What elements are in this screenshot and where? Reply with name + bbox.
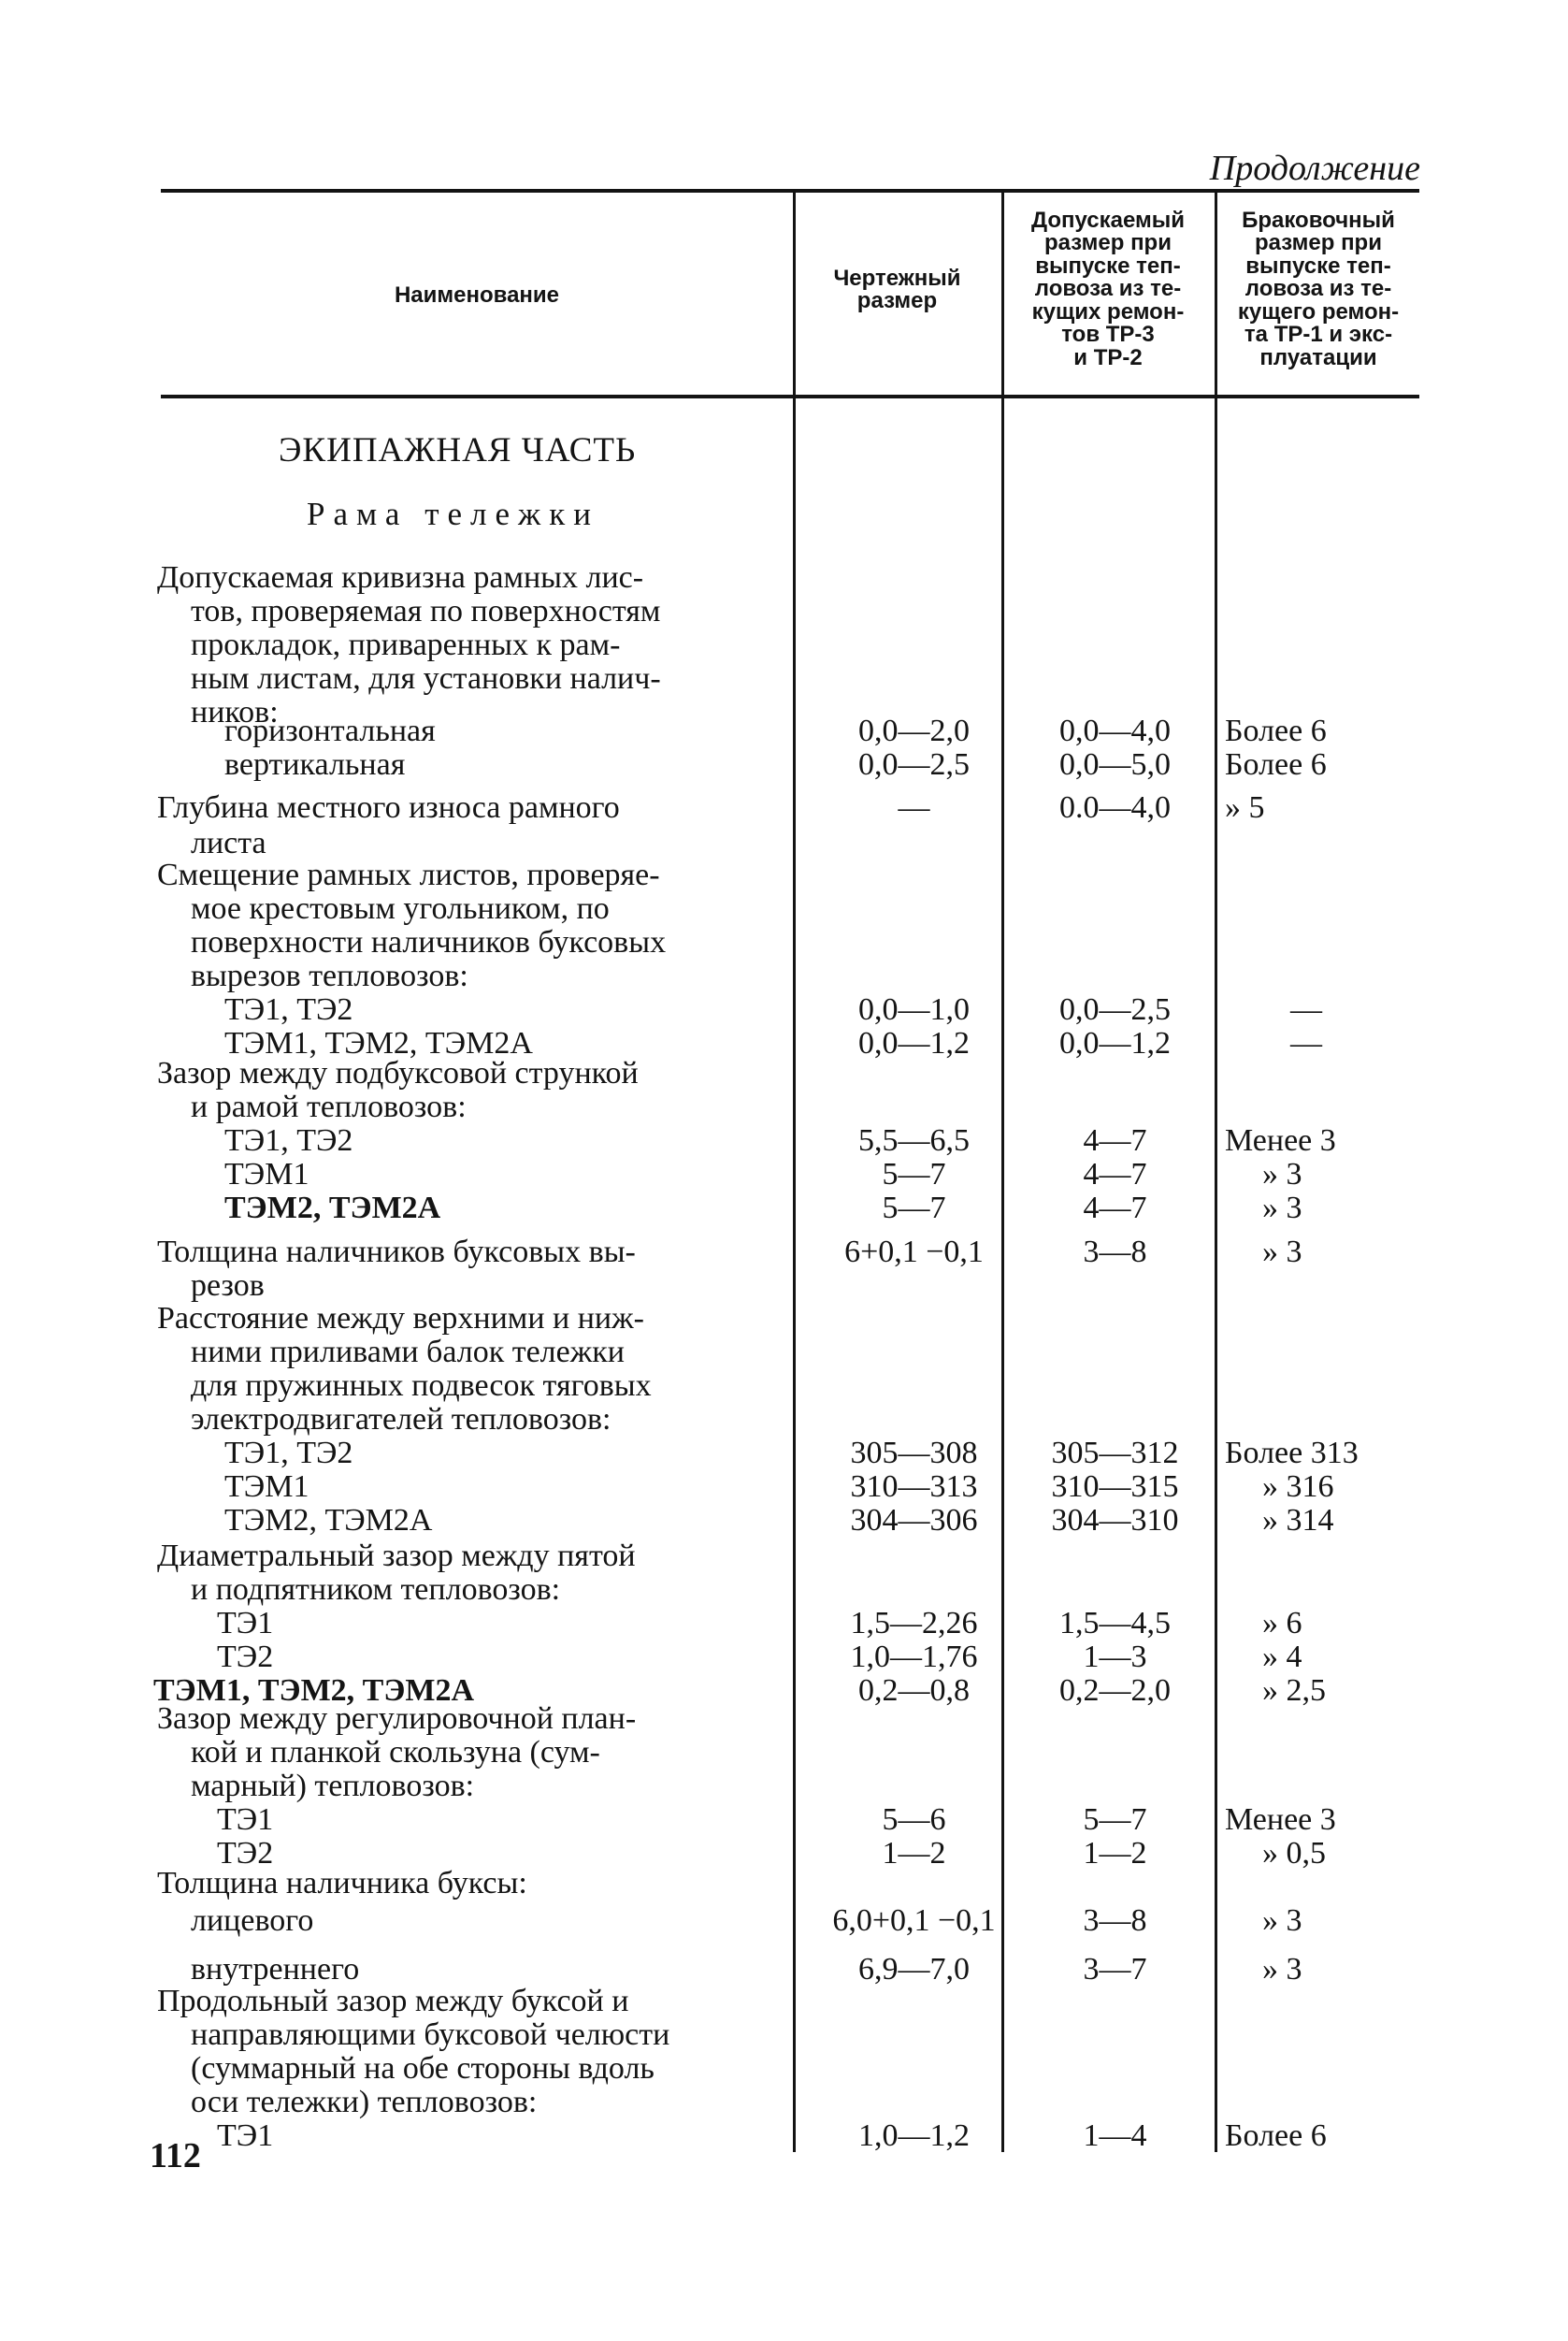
row-reject: » 3 [1262, 1157, 1302, 1192]
row-drawing: 1,5—2,26 [850, 1606, 978, 1640]
row-name: ТЭМ1, ТЭМ2, ТЭМ2А [224, 1026, 533, 1061]
header-reject [1215, 210, 1422, 369]
table-row [0, 1470, 1568, 1504]
row-reject: Более 6 [1225, 2118, 1327, 2153]
row-drawing: 5—7 [882, 1191, 946, 1225]
row-allowed: 1—2 [1083, 1836, 1147, 1871]
header-reject-line: Браковочный [1242, 208, 1395, 233]
text-line: Зазор между подбуксовой стрункой [157, 1056, 639, 1091]
table-row [0, 748, 1568, 782]
text-line: ным листам, для установки налич- [191, 661, 661, 696]
row-name: ТЭ1, ТЭ2 [224, 1436, 353, 1470]
row-reject: » 314 [1262, 1503, 1334, 1538]
row-reject: — [1290, 992, 1322, 1027]
row-name: ТЭ1 [217, 1802, 274, 1837]
table-row [0, 1607, 1568, 1640]
row-allowed: 1—4 [1083, 2118, 1147, 2153]
header-allowed-line: тов ТР-3 [1061, 322, 1155, 348]
header-rule [161, 395, 1419, 398]
row-reject: — [1290, 1026, 1322, 1061]
text-line: вырезов тепловозов: [191, 959, 468, 993]
page-number: 112 [150, 2136, 201, 2175]
text-line: кой и планкой скользуна (сум- [191, 1735, 600, 1770]
header-allowed-line: кущих ремон- [1031, 298, 1185, 325]
header-reject-line: размер при [1255, 230, 1382, 256]
text-line: Диаметральный зазор между пятой [157, 1539, 636, 1573]
text-line: поверхности наличников буксовых [191, 925, 667, 960]
text-line: ними приливами балок тележки [191, 1335, 625, 1369]
header-drawing-line: Чертежный [833, 266, 961, 291]
text-line: Продольный зазор между буксой и [157, 1984, 629, 2018]
row-reject: Менее 3 [1225, 1802, 1336, 1837]
row-drawing: 0,2—0,8 [858, 1673, 970, 1708]
section-title: ЭКИПАЖНАЯ ЧАСТЬ [279, 431, 637, 470]
text-line: оси тележки) тепловозов: [191, 2085, 538, 2119]
row-drawing: 304—306 [850, 1503, 978, 1538]
text-line: прокладок, приваренных к рам- [191, 628, 621, 662]
row-drawing: 0,0—2,5 [858, 747, 970, 782]
row-drawing: 305—308 [850, 1436, 978, 1470]
row-name: лицевого [191, 1903, 314, 1938]
table-row [0, 1504, 1568, 1538]
row-reject: Более 313 [1225, 1436, 1359, 1470]
row-allowed: 0,0—2,5 [1059, 992, 1171, 1027]
table-row [0, 1803, 1568, 1837]
header-name: Наименование [394, 282, 560, 308]
row-name: ТЭ1 [217, 1606, 274, 1640]
row-drawing: 6,0+0,1 −0,1 [832, 1903, 996, 1938]
text-line: Зазор между регулировочной план- [157, 1701, 637, 1736]
table-row [0, 1953, 1568, 1987]
table-row [0, 993, 1568, 1027]
row-name: ТЭ1 [217, 2118, 274, 2153]
row-allowed: 3—7 [1083, 1952, 1147, 1987]
table-row [0, 1192, 1568, 1225]
row-reject: » 3 [1262, 1952, 1302, 1987]
row-drawing: 0,0—1,2 [858, 1026, 970, 1061]
row-reject: » 3 [1262, 1903, 1302, 1938]
text-line: Толщина наличника буксы: [157, 1866, 527, 1900]
row-name: ТЭМ1, ТЭМ2, ТЭМ2А [153, 1673, 475, 1708]
text-line: Расстояние между верхними и ниж- [157, 1301, 644, 1336]
table-row [0, 1837, 1568, 1871]
row-name: ТЭМ2, ТЭМ2А [224, 1191, 441, 1225]
row-drawing: 1—2 [882, 1836, 946, 1871]
header-reject-line: та ТР-1 и экс- [1244, 322, 1393, 348]
text-line: и рамой тепловозов: [191, 1090, 467, 1124]
row-allowed: 0,0—4,0 [1059, 714, 1171, 748]
text-line: для пружинных подвесок тяговых [191, 1368, 652, 1403]
row-allowed: 304—310 [1051, 1503, 1179, 1538]
table-row [0, 1124, 1568, 1158]
row-name: ТЭ2 [217, 1836, 274, 1871]
text-line: ников: [191, 695, 279, 730]
text-line: (суммарный на обе стороны вдоль [191, 2051, 655, 2086]
row-allowed: 5—7 [1083, 1802, 1147, 1837]
text-line: Смещение рамных листов, проверяе- [157, 858, 660, 892]
table-row [0, 1236, 1568, 1269]
row-reject: » 4 [1262, 1640, 1302, 1674]
row-name: ТЭМ1 [224, 1469, 309, 1504]
row-allowed: 305—312 [1051, 1436, 1179, 1470]
row-drawing: 5,5—6,5 [858, 1123, 970, 1158]
text-line: электродвигателей тепловозов: [191, 1402, 611, 1437]
row-name: ТЭМ2, ТЭМ2А [224, 1503, 433, 1538]
header-reject-line: выпуске теп- [1245, 253, 1391, 279]
text-line: Допускаемая кривизна рамных лис- [157, 560, 644, 595]
row-name: вертикальная [224, 747, 406, 782]
row-reject: » 3 [1262, 1235, 1302, 1269]
row-drawing: — [898, 790, 930, 825]
table-row [0, 715, 1568, 748]
row-allowed: 0,0—5,0 [1059, 747, 1171, 782]
header-allowed-line: размер при [1044, 230, 1172, 256]
header-allowed-line: и ТР-2 [1073, 344, 1143, 370]
row-name: Глубина местного износа рамного [157, 790, 620, 825]
row-name: ТЭ1, ТЭ2 [224, 992, 353, 1027]
header-allowed-line: ловоза из те- [1034, 276, 1182, 302]
continuation-label: Продолжение [1209, 149, 1420, 188]
row-reject: » 6 [1262, 1606, 1302, 1640]
row-name: горизонтальная [224, 714, 436, 748]
row-reject: » 3 [1262, 1191, 1302, 1225]
row-allowed: 1—3 [1083, 1640, 1147, 1674]
table-row [0, 1640, 1568, 1674]
subsection-title: Рама тележки [307, 496, 599, 532]
row-allowed: 4—7 [1083, 1157, 1147, 1192]
row-drawing: 0,0—2,0 [858, 714, 970, 748]
row-reject: Менее 3 [1225, 1123, 1336, 1158]
table-row [0, 1904, 1568, 1938]
row-drawing: 0,0—1,0 [858, 992, 970, 1027]
row-drawing: 6,9—7,0 [858, 1952, 970, 1987]
row-name: ТЭ2 [217, 1640, 274, 1674]
table-row [0, 1674, 1568, 1708]
row-reject: » 0,5 [1262, 1836, 1326, 1871]
row-reject: » 5 [1225, 790, 1265, 825]
table-row [0, 1158, 1568, 1192]
row-allowed: 3—8 [1083, 1235, 1147, 1269]
table-row [0, 791, 1568, 825]
top-rule [161, 189, 1419, 193]
table-row [0, 1027, 1568, 1061]
header-allowed [1001, 210, 1215, 369]
row-allowed: 3—8 [1083, 1903, 1147, 1938]
row-reject: Более 6 [1225, 747, 1327, 782]
row-allowed: 4—7 [1083, 1191, 1147, 1225]
text-line: мое крестовым угольником, по [191, 891, 610, 926]
text-line: марный) тепловозов: [191, 1769, 475, 1803]
row-drawing: 1,0—1,2 [858, 2118, 970, 2153]
row-allowed: 0,2—2,0 [1059, 1673, 1171, 1708]
row-name: ТЭМ1 [224, 1157, 309, 1192]
row-drawing: 1,0—1,76 [850, 1640, 978, 1674]
row-drawing: 5—7 [882, 1157, 946, 1192]
header-drawing [793, 267, 1001, 313]
table-row [0, 1437, 1568, 1470]
row-allowed: 0.0—4,0 [1059, 790, 1171, 825]
header-allowed-line: выпуске теп- [1035, 253, 1181, 279]
table-row [0, 2119, 1568, 2153]
row-name: Толщина наличников буксовых вы- [157, 1235, 636, 1269]
header-reject-line: кущего ремон- [1237, 298, 1400, 325]
row-name: внутреннего [191, 1952, 360, 1987]
row-allowed: 310—315 [1051, 1469, 1179, 1504]
row-drawing: 6+0,1 −0,1 [844, 1235, 984, 1269]
row-reject: Более 6 [1225, 714, 1327, 748]
text-line: направляющими буксовой челюсти [191, 2017, 670, 2052]
text-line: тов, проверяемая по поверхностям [191, 594, 661, 629]
header-reject-line: ловоза из те- [1244, 276, 1392, 302]
row-drawing: 5—6 [882, 1802, 946, 1837]
header-allowed-line: Допускаемый [1030, 208, 1186, 233]
header-drawing-line: размер [856, 288, 938, 314]
row-drawing: 310—313 [850, 1469, 978, 1504]
text-line: листа [191, 826, 266, 860]
row-allowed: 4—7 [1083, 1123, 1147, 1158]
row-allowed: 1,5—4,5 [1059, 1606, 1171, 1640]
text-line: резов [191, 1268, 265, 1303]
text-line: и подпятником тепловозов: [191, 1572, 561, 1607]
row-allowed: 0,0—1,2 [1059, 1026, 1171, 1061]
row-reject: » 2,5 [1262, 1673, 1326, 1708]
header-reject-line: плуатации [1259, 344, 1377, 370]
row-reject: » 316 [1262, 1469, 1334, 1504]
row-name: ТЭ1, ТЭ2 [224, 1123, 353, 1158]
